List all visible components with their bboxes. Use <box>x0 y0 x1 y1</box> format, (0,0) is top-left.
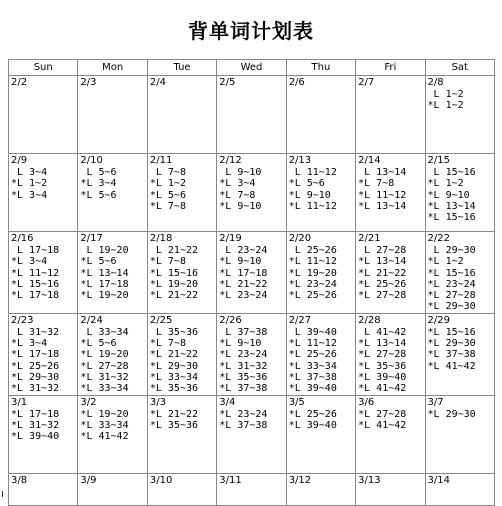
lesson-entry: *L 13~14 <box>80 267 129 279</box>
day-cell-content <box>358 77 424 153</box>
week-row <box>9 154 495 232</box>
lesson-entry: *L 41~42 <box>358 383 407 395</box>
lesson-entry: *L 1~2 <box>427 178 464 190</box>
lesson-entry: *L 1~2 <box>427 100 464 112</box>
lesson-entry: *L 31~32 <box>80 371 129 383</box>
lesson-entry: *L 29~30 <box>149 360 199 372</box>
weekday-header-fri: Fri <box>356 60 425 76</box>
lesson-entry: *L 9~10 <box>219 338 262 350</box>
day-cell <box>356 154 425 232</box>
lesson-entry: *L 41~42 <box>358 419 407 431</box>
lesson-entry: L 37~38 <box>219 326 268 338</box>
lesson-entry: *L 23~24 <box>288 278 337 290</box>
day-cell-content <box>358 233 424 313</box>
day-date: 2/20 <box>288 233 312 244</box>
day-date: 2/21 <box>358 233 381 244</box>
day-cell <box>217 232 286 314</box>
week-row <box>9 395 495 473</box>
day-cell <box>147 76 216 154</box>
day-cell-content <box>428 475 494 505</box>
lesson-entry: L 9~10 <box>219 167 262 178</box>
day-cell <box>147 154 216 232</box>
day-cell <box>286 154 355 232</box>
lesson-entry: L 35~36 <box>149 326 199 338</box>
day-date: 2/23 <box>11 314 34 326</box>
lesson-entry: *L 19~20 <box>288 267 337 279</box>
day-cell <box>356 473 425 505</box>
day-cell <box>286 76 355 154</box>
page-title: 背单词计划表 <box>188 19 314 43</box>
lesson-entry: *L 15~16 <box>427 326 476 338</box>
lesson-entry: *L 15~16 <box>427 267 476 279</box>
day-date: 2/22 <box>427 233 450 244</box>
weekday-header-tue: Tue <box>147 60 216 76</box>
weekday-header-sun: Sun <box>9 60 78 76</box>
lesson-entry: *L 15~16 <box>427 212 476 224</box>
day-date: 2/25 <box>149 314 173 326</box>
lesson-entry: *L 5~6 <box>288 178 325 190</box>
lesson-entry: *L 21~22 <box>149 290 199 302</box>
day-date: 2/8 <box>427 77 444 88</box>
week-row <box>9 76 495 154</box>
day-cell-content <box>428 315 494 395</box>
day-date: 2/28 <box>358 314 381 326</box>
day-date: 3/5 <box>288 396 305 408</box>
margin-mark <box>2 491 3 497</box>
lesson-entry: *L 1~2 <box>427 256 464 268</box>
day-cell-content <box>219 77 285 153</box>
lesson-entry: *L 23~24 <box>427 278 476 290</box>
lesson-entry: L 13~14 <box>358 167 407 178</box>
day-cell-content <box>358 475 424 505</box>
lesson-entry: *L 7~8 <box>149 200 186 212</box>
lesson-entry: *L 27~28 <box>358 349 407 361</box>
day-cell <box>78 232 147 314</box>
lesson-entry: *L 7~8 <box>358 178 395 190</box>
lesson-entry: *L 33~34 <box>288 360 337 372</box>
day-cell <box>425 395 494 473</box>
lesson-entry: *L 5~6 <box>80 256 117 268</box>
day-date: 3/6 <box>358 396 375 408</box>
lesson-entry: *L 1~2 <box>149 178 186 190</box>
day-cell-content <box>80 233 146 313</box>
day-cell <box>356 76 425 154</box>
day-cell <box>78 76 147 154</box>
day-cell <box>425 473 494 505</box>
lesson-entry: *L 17~18 <box>11 349 60 361</box>
day-cell-content <box>428 233 494 313</box>
day-cell <box>356 232 425 314</box>
day-date: 2/14 <box>358 155 381 166</box>
day-cell-content <box>150 233 216 313</box>
day-cell <box>9 395 78 473</box>
day-cell-content <box>11 155 77 231</box>
day-cell-content <box>11 475 77 505</box>
lesson-entry: *L 11~12 <box>288 338 337 350</box>
week-row <box>9 313 495 395</box>
day-date: 2/27 <box>288 314 312 326</box>
day-cell-content <box>11 233 77 313</box>
day-cell <box>217 76 286 154</box>
day-cell <box>286 313 355 395</box>
lesson-entry: *L 35~36 <box>358 360 407 372</box>
day-cell-content <box>358 155 424 231</box>
day-cell <box>147 313 216 395</box>
lesson-entry: *L 35~36 <box>219 371 268 383</box>
day-date: 2/17 <box>80 233 103 244</box>
lesson-entry: *L 21~22 <box>219 278 268 290</box>
lesson-entry: *L 13~14 <box>427 200 476 212</box>
lesson-entry: L 27~28 <box>358 245 407 256</box>
lesson-entry: *L 11~12 <box>358 189 407 201</box>
lesson-entry: *L 25~26 <box>288 349 337 361</box>
weekday-header-thu: Thu <box>286 60 355 76</box>
lesson-entry: *L 27~28 <box>358 290 407 302</box>
day-cell <box>9 232 78 314</box>
day-cell <box>147 473 216 505</box>
lesson-entry: *L 39~40 <box>358 371 407 383</box>
day-cell-content <box>80 475 146 505</box>
day-cell <box>286 473 355 505</box>
lesson-entry: *L 17~18 <box>80 278 129 290</box>
lesson-entry: *L 25~26 <box>11 360 60 372</box>
day-cell <box>78 313 147 395</box>
day-cell <box>286 395 355 473</box>
day-cell <box>9 473 78 505</box>
day-date: 2/18 <box>149 233 173 244</box>
lesson-entry: L 11~12 <box>288 167 337 178</box>
day-cell-content <box>80 77 146 153</box>
day-cell-content <box>289 233 355 313</box>
lesson-entry: *L 37~38 <box>288 371 337 383</box>
lesson-entry: *L 3~4 <box>11 256 48 268</box>
day-cell-content <box>80 155 146 231</box>
day-cell-content <box>428 397 494 473</box>
day-cell <box>78 154 147 232</box>
lesson-entry: *L 25~26 <box>288 290 337 302</box>
day-cell-content <box>150 77 216 153</box>
day-date: 3/1 <box>11 396 28 408</box>
day-date: 2/24 <box>80 314 103 326</box>
lesson-entry: *L 9~10 <box>427 189 470 201</box>
lesson-entry: *L 23~24 <box>219 290 268 302</box>
lesson-entry: *L 35~36 <box>149 383 199 395</box>
day-date: 2/16 <box>11 233 34 244</box>
lesson-entry: *L 5~6 <box>80 338 117 350</box>
lesson-entry: *L 7~8 <box>149 338 186 350</box>
day-cell-content <box>289 77 355 153</box>
lesson-entry: *L 33~34 <box>80 383 129 395</box>
lesson-entry: L 5~6 <box>80 167 117 178</box>
day-date: 3/10 <box>149 474 173 486</box>
day-date: 2/19 <box>219 233 242 244</box>
lesson-entry: *L 17~18 <box>11 290 60 302</box>
lesson-entry: *L 39~40 <box>288 419 337 431</box>
day-date: 2/7 <box>358 77 375 88</box>
day-date: 2/11 <box>149 155 173 166</box>
weekday-header-row <box>9 60 495 76</box>
lesson-entry: L 29~30 <box>427 245 476 256</box>
day-date: 2/5 <box>219 77 236 88</box>
day-cell-content <box>11 397 77 473</box>
lesson-entry: *L 3~4 <box>219 178 256 190</box>
lesson-entry: *L 29~30 <box>427 338 476 350</box>
lesson-entry: *L 27~28 <box>80 360 129 372</box>
lesson-entry: *L 9~10 <box>219 200 262 212</box>
lesson-entry: L 41~42 <box>358 326 407 338</box>
day-cell-content <box>219 155 285 231</box>
lesson-entry: *L 11~12 <box>288 256 337 268</box>
lesson-entry: L 33~34 <box>80 326 129 338</box>
lesson-entry: *L 31~32 <box>11 383 60 395</box>
day-date: 2/29 <box>427 314 450 326</box>
day-cell-content <box>80 315 146 395</box>
lesson-entry: *L 15~16 <box>149 267 199 279</box>
day-cell <box>217 395 286 473</box>
day-date: 3/3 <box>149 396 166 408</box>
day-cell <box>9 313 78 395</box>
weekday-header-wed: Wed <box>217 60 286 76</box>
lesson-entry: *L 31~32 <box>11 419 60 431</box>
lesson-entry: *L 7~8 <box>149 256 186 268</box>
lesson-entry: *L 17~18 <box>219 267 268 279</box>
day-date: 3/8 <box>11 474 28 486</box>
week-row <box>9 473 495 505</box>
day-date: 3/14 <box>427 474 450 486</box>
lesson-entry: *L 13~14 <box>358 200 407 212</box>
day-cell <box>425 313 494 395</box>
lesson-entry: *L 37~38 <box>219 419 268 431</box>
day-cell-content <box>219 397 285 473</box>
lesson-entry: *L 19~20 <box>149 278 199 290</box>
lesson-entry: *L 17~18 <box>11 408 60 420</box>
day-cell <box>217 313 286 395</box>
week-row <box>9 232 495 314</box>
lesson-entry: *L 13~14 <box>358 338 407 350</box>
lesson-entry: *L 21~22 <box>149 408 199 420</box>
day-cell <box>425 76 494 154</box>
day-cell <box>147 395 216 473</box>
day-cell-content <box>11 315 77 395</box>
lesson-entry: *L 29~30 <box>427 301 476 313</box>
lesson-entry: L 25~26 <box>288 245 337 256</box>
day-date: 3/2 <box>80 396 97 408</box>
day-cell-content <box>150 155 216 231</box>
lesson-entry: *L 23~24 <box>219 408 268 420</box>
lesson-entry: L 1~2 <box>427 89 464 100</box>
day-cell-content <box>11 77 77 153</box>
day-cell-content <box>219 475 285 505</box>
weekday-header-mon: Mon <box>78 60 147 76</box>
lesson-entry: L 23~24 <box>219 245 268 256</box>
day-cell-content <box>289 155 355 231</box>
lesson-entry: *L 21~22 <box>149 349 199 361</box>
day-cell-content <box>358 397 424 473</box>
day-date: 2/13 <box>288 155 312 166</box>
lesson-entry: L 39~40 <box>288 326 337 338</box>
day-date: 3/4 <box>219 396 236 408</box>
lesson-entry: *L 3~4 <box>80 178 117 190</box>
day-cell-content <box>358 315 424 395</box>
lesson-entry: *L 27~28 <box>427 290 476 302</box>
day-cell-content <box>289 315 355 395</box>
day-date: 3/13 <box>358 474 381 486</box>
day-cell <box>217 473 286 505</box>
day-date: 2/26 <box>219 314 242 326</box>
day-date: 3/12 <box>288 474 312 486</box>
day-date: 3/9 <box>80 474 97 486</box>
lesson-entry: L 3~4 <box>11 167 48 178</box>
lesson-entry: L 15~16 <box>427 167 476 178</box>
day-date: 3/11 <box>219 474 242 486</box>
lesson-entry: L 19~20 <box>80 245 129 256</box>
lesson-entry: *L 33~34 <box>80 419 129 431</box>
lesson-entry: *L 3~4 <box>11 338 48 350</box>
lesson-entry: *L 29~30 <box>11 371 60 383</box>
lesson-entry: *L 29~30 <box>427 408 476 420</box>
lesson-entry: *L 33~34 <box>149 371 199 383</box>
day-cell <box>217 154 286 232</box>
lesson-entry: *L 41~42 <box>427 360 476 372</box>
lesson-entry: *L 9~10 <box>219 256 262 268</box>
day-cell <box>9 154 78 232</box>
day-date: 2/6 <box>288 77 305 88</box>
lesson-entry: *L 25~26 <box>358 278 407 290</box>
day-cell-content <box>80 397 146 473</box>
lesson-entry: *L 5~6 <box>149 189 186 201</box>
day-date: 2/9 <box>11 155 28 166</box>
day-cell <box>9 76 78 154</box>
lesson-entry: *L 3~4 <box>11 189 48 201</box>
day-date: 2/4 <box>149 77 166 88</box>
day-date: 2/15 <box>427 155 450 166</box>
calendar-table <box>8 59 495 506</box>
lesson-entry: *L 35~36 <box>149 419 199 431</box>
day-cell-content <box>219 315 285 395</box>
lesson-entry: *L 7~8 <box>219 189 256 201</box>
day-cell-content <box>150 315 216 395</box>
day-cell-content <box>289 475 355 505</box>
day-cell <box>356 313 425 395</box>
lesson-entry: *L 31~32 <box>219 360 268 372</box>
lesson-entry: *L 39~40 <box>288 383 337 395</box>
day-date: 2/12 <box>219 155 242 166</box>
calendar-body <box>9 76 495 506</box>
day-cell <box>147 232 216 314</box>
day-cell-content <box>150 397 216 473</box>
weekday-header-sat: Sat <box>425 60 494 76</box>
lesson-entry: *L 21~22 <box>358 267 407 279</box>
lesson-entry: L 7~8 <box>149 167 186 178</box>
lesson-entry: L 31~32 <box>11 326 60 338</box>
lesson-entry: L 17~18 <box>11 245 60 256</box>
day-cell <box>78 395 147 473</box>
lesson-entry: *L 13~14 <box>358 256 407 268</box>
lesson-entry: *L 11~12 <box>288 200 337 212</box>
lesson-entry: *L 5~6 <box>80 189 117 201</box>
day-cell-content <box>289 397 355 473</box>
day-cell <box>425 232 494 314</box>
day-cell <box>78 473 147 505</box>
lesson-entry: *L 37~38 <box>219 383 268 395</box>
day-cell-content <box>150 475 216 505</box>
lesson-entry: *L 27~28 <box>358 408 407 420</box>
lesson-entry: *L 11~12 <box>11 267 60 279</box>
lesson-entry: *L 9~10 <box>288 189 331 201</box>
lesson-entry: *L 1~2 <box>11 178 48 190</box>
lesson-entry: *L 15~16 <box>11 278 60 290</box>
lesson-entry: *L 25~26 <box>288 408 337 420</box>
day-date: 3/7 <box>427 396 444 408</box>
lesson-entry: *L 41~42 <box>80 431 129 443</box>
day-cell-content <box>219 233 285 313</box>
day-date: 2/3 <box>80 77 97 88</box>
lesson-entry: *L 19~20 <box>80 290 129 302</box>
day-cell <box>286 232 355 314</box>
lesson-entry: *L 19~20 <box>80 408 129 420</box>
day-date: 2/10 <box>80 155 103 166</box>
day-cell <box>425 154 494 232</box>
day-cell <box>356 395 425 473</box>
lesson-entry: *L 23~24 <box>219 349 268 361</box>
lesson-entry: *L 19~20 <box>80 349 129 361</box>
day-cell-content <box>428 155 494 231</box>
lesson-entry: L 21~22 <box>149 245 199 256</box>
day-cell-content <box>428 77 494 153</box>
day-date: 2/2 <box>11 77 28 88</box>
lesson-entry: *L 37~38 <box>427 349 476 361</box>
lesson-entry: *L 39~40 <box>11 431 60 443</box>
